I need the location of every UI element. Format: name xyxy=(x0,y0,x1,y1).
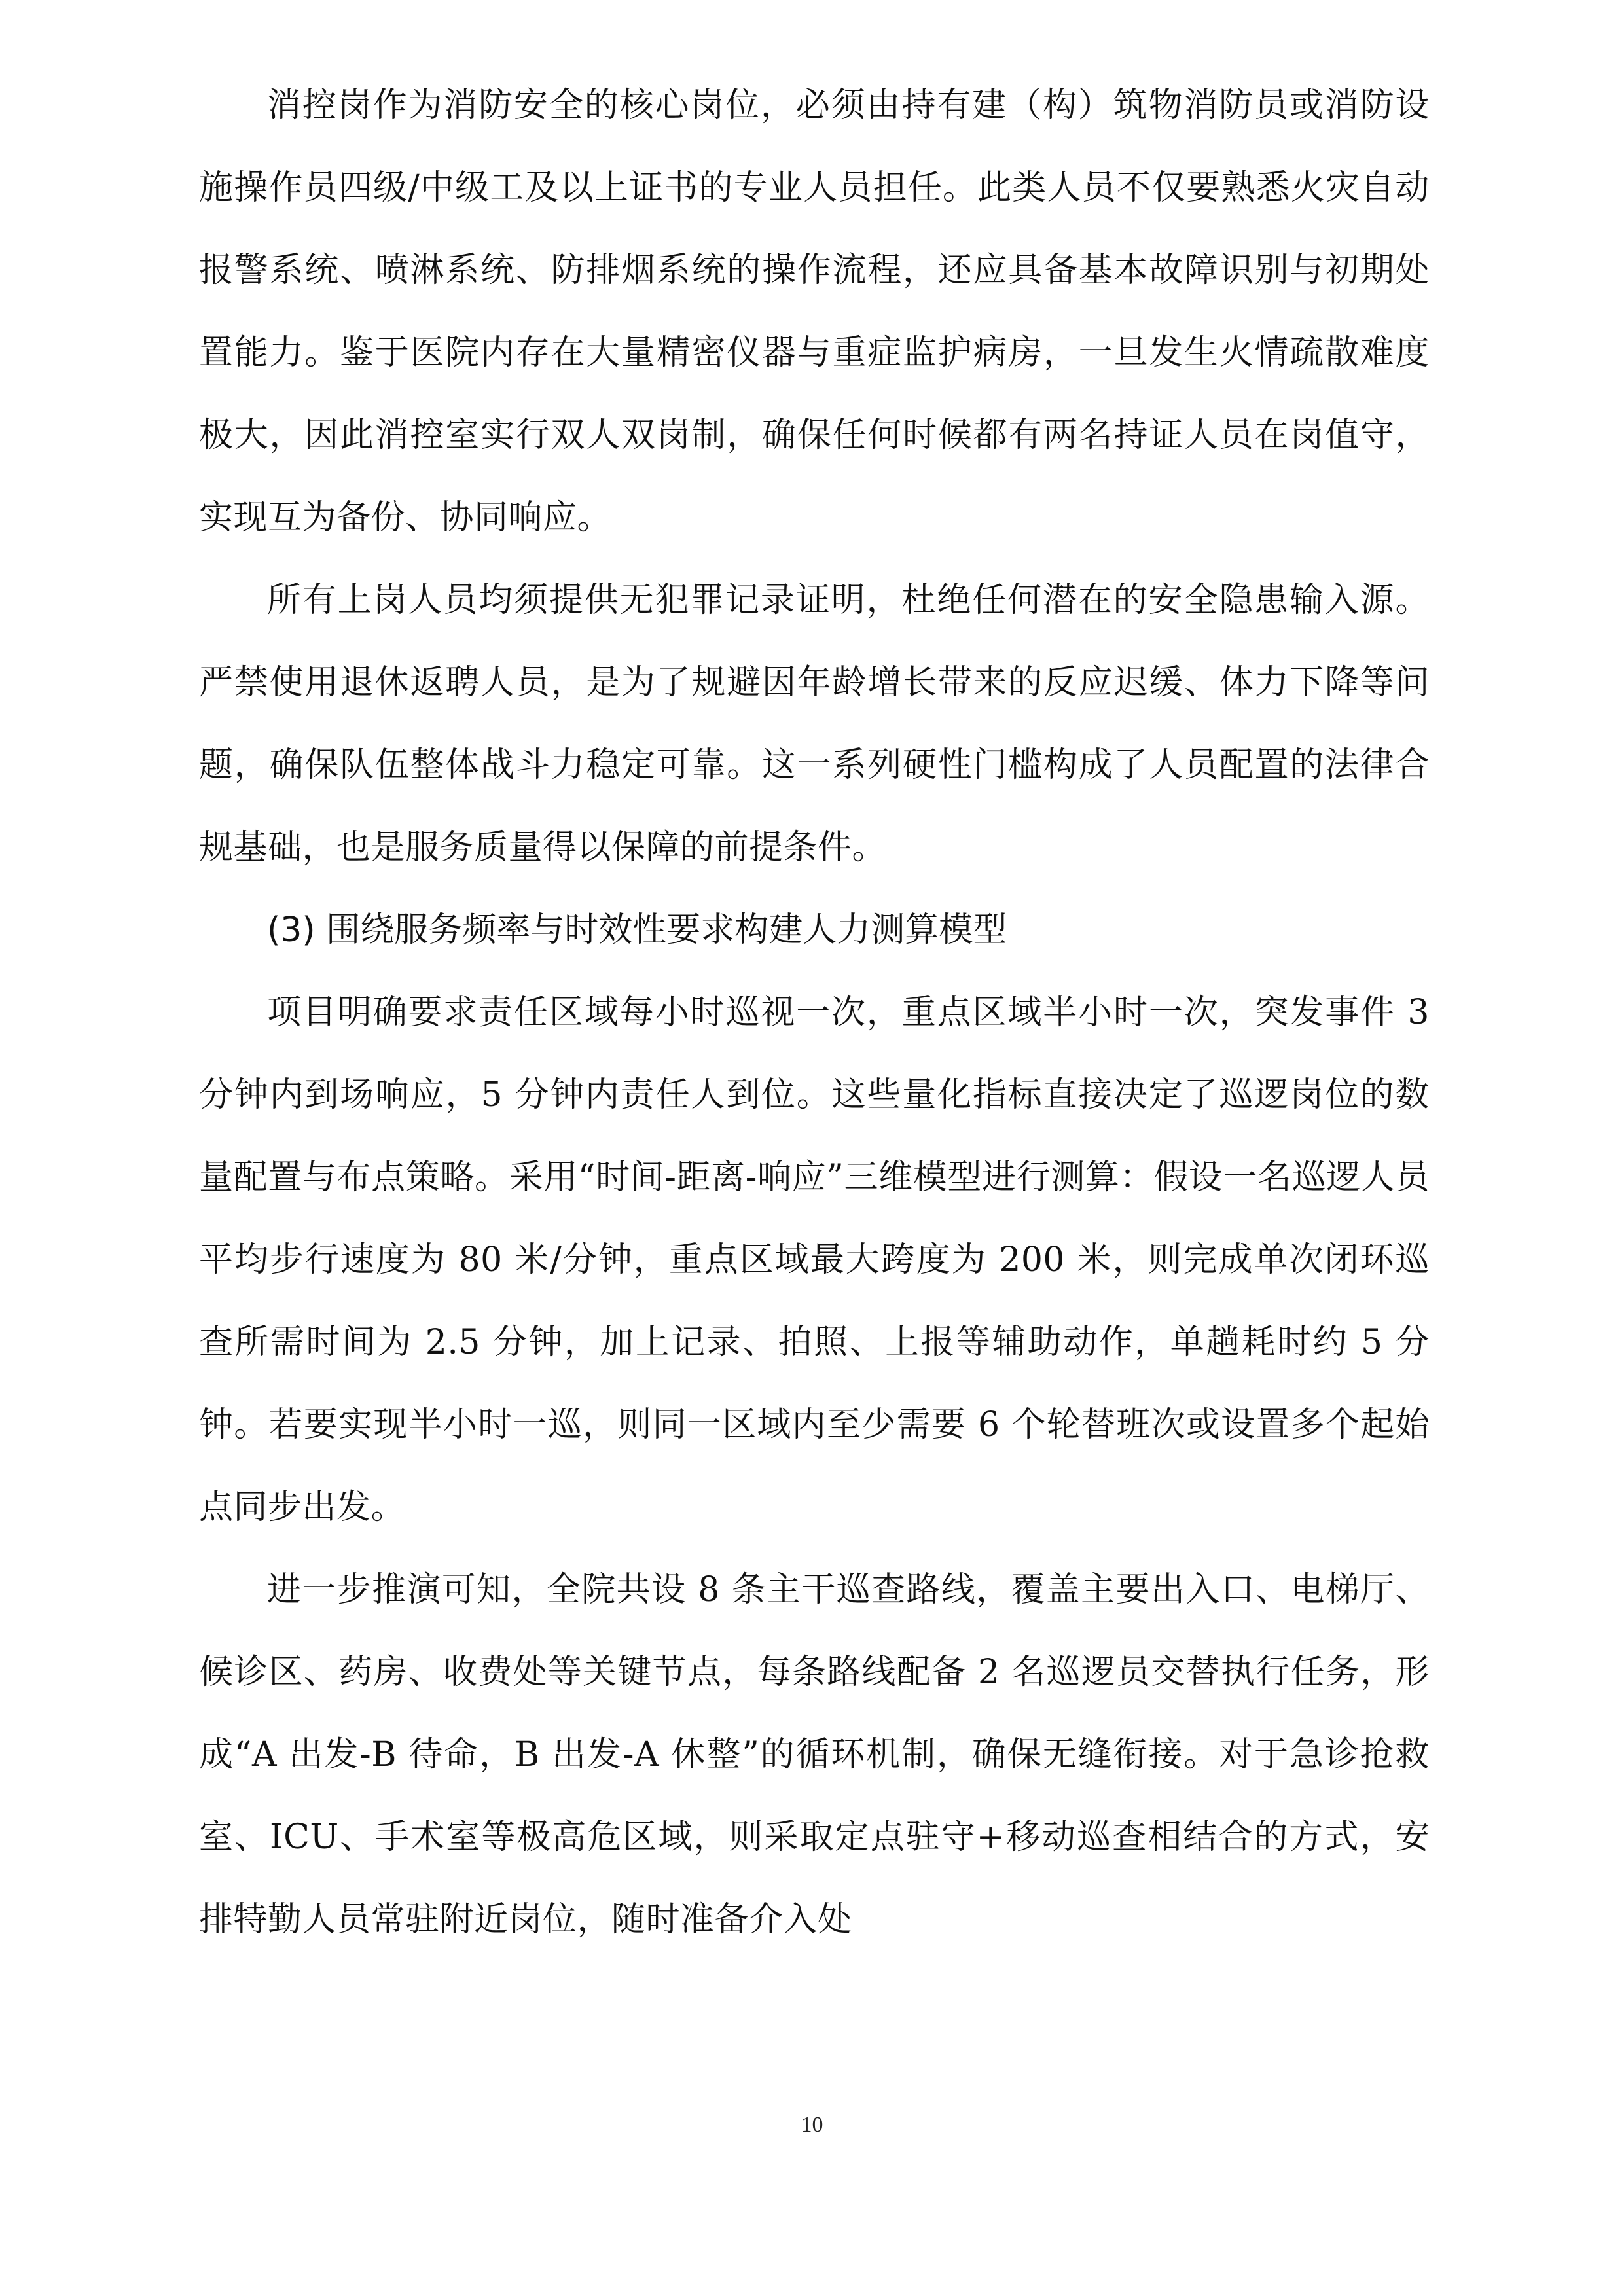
paragraph-patrol-routes: 进一步推演可知，全院共设 8 条主干巡查路线，覆盖主要出入口、电梯厅、候诊区、药房、收费处等关键节点，每条路线配备 2 名巡逻员交替执行任务，形成“A 出发-B 待命，B 出发-A 休整”的循环机制，确保无缝衔接。对于急诊抢救室、ICU、手术室等极高危区域，则采取定点驻守+移动巡查相结合的方式，安排特勤人员常驻附近岗位，随时准备介入处 xyxy=(199,1570,1430,1939)
section-heading-manpower-model: (3) 围绕服务频率与时效性要求构建人力测算模型 xyxy=(267,910,1007,950)
paragraph-fire-control-post: 消控岗作为消防安全的核心岗位，必须由持有建（构）筑物消防员或消防设施操作员四级/中级工及以上证书的专业人员担任。此类人员不仅要熟悉火灾自动报警系统、喷淋系统、防排烟系统的操作流程，还应具备基本故障识别与初期处置能力。鉴于医院内存在大量精密仪器与重症监护病房，一旦发生火情疏散难度极大，因此消控室实行双人双岗制，确保任何时候都有两名持证人员在岗值守，实现互为备份、协同响应。 xyxy=(199,86,1430,537)
paragraph-patrol-frequency: 项目明确要求责任区域每小时巡视一次，重点区域半小时一次，突发事件 3 分钟内到场响应，5 分钟内责任人到位。这些量化指标直接决定了巡逻岗位的数量配置与布点策略。采用“时间-距离-响应”三维模型进行测算：假设一名巡逻人员平均步行速度为 80 米/分钟，重点区域最大跨度为 200 米，则完成单次闭环巡查所需时间为 2.5 分钟，加上记录、拍照、上报等辅助动作，单趟耗时约 5 分钟。若要实现半小时一巡，则同一区域内至少需要 6 个轮替班次或设置多个起始点同步出发。 xyxy=(199,993,1430,1527)
document-body xyxy=(199,64,1430,1961)
page-number: 10 xyxy=(801,2113,823,2137)
paragraph-background-check: 所有上岗人员均须提供无犯罪记录证明，杜绝任何潜在的安全隐患输入源。严禁使用退休返聘人员，是为了规避因年龄增长带来的反应迟缓、体力下降等问题，确保队伍整体战斗力稳定可靠。这一系列硬性门槛构成了人员配置的法律合规基础，也是服务质量得以保障的前提条件。 xyxy=(199,581,1430,867)
